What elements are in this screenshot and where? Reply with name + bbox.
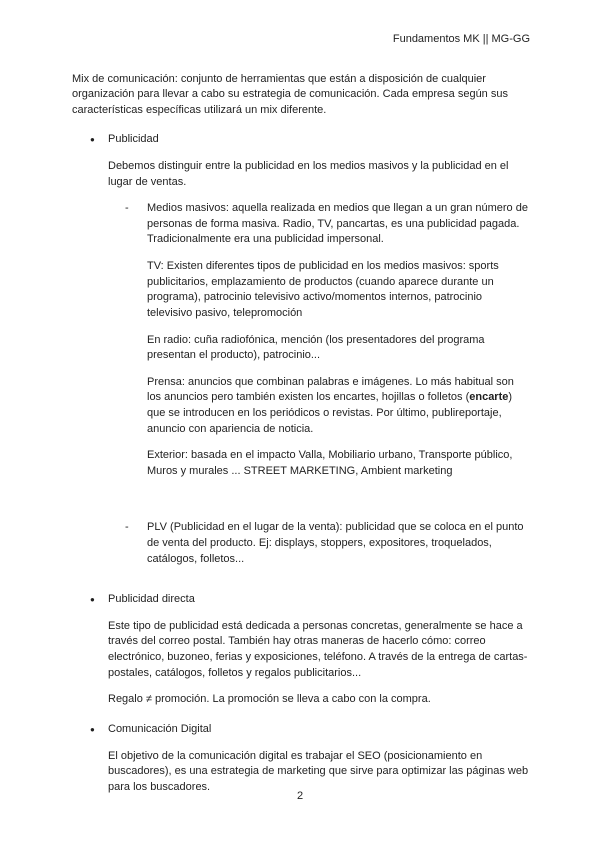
paragraph-comunicacion-digital: El objetivo de la comunicación digital es trabajar el SEO (posicionamiento en buscadores), es una estrategia de marketing que sirve para optimizar las páginas web para los buscadores.: [108, 749, 529, 793]
bullet-item-comunicacion-digital: [90, 722, 530, 738]
dash-icon: -: [125, 521, 129, 534]
bullet-label-publicidad: Publicidad: [108, 133, 159, 146]
paragraph-exterior: Exterior: basada en el impacto Valla, Mobiliario urbano, Transporte público, Muros y murales ... STREET MARKETING, Ambient marketing: [147, 449, 513, 477]
sub-body-medios-masivos: [147, 201, 530, 490]
document-header: [72, 32, 530, 48]
paragraph-radio: En radio: cuña radiofónica, mención (los presentadores del programa presentan el producto), patrocinio...: [147, 333, 485, 362]
bullet-label-publicidad-directa: Publicidad directa: [108, 593, 195, 606]
sub-item-medios-masivos: [125, 201, 530, 490]
dash-icon: -: [125, 202, 129, 215]
bullet-icon: ●: [90, 724, 95, 734]
paragraph-publicidad-directa: Este tipo de publicidad está dedicada a personas concretas, generalmente se hace a través del correo postal. También hay otras maneras de hacerlo cómo: correo electrónico, buzoneo, ferias y exposiciones, teléfono. A través de la entrega de cartas-postales, catálogos, folletos y regalos publicitarios...: [108, 619, 528, 679]
paragraph-prensa: [147, 375, 530, 437]
paragraph-prensa-bold: encarte: [469, 391, 509, 404]
section-body-publicidad: [108, 159, 530, 578]
bullet-icon: ●: [90, 135, 95, 145]
sub-item-plv: [125, 520, 530, 578]
section-body-publicidad-directa: [108, 619, 530, 708]
paragraph-publicidad-intro: Debemos distinguir entre la publicidad en los medios masivos y la publicidad en el lugar de ventas.: [108, 160, 509, 188]
paragraph-tv: TV: Existen diferentes tipos de publicidad en los medios masivos: sports publicitarios, emplazamiento de productos (cuando aparece durante un programa), patrocinio televisivo activo/momentos internos, patrocinio televisivo pasivo, telepromoción: [147, 260, 499, 319]
bullet-item-publicidad-directa: [90, 592, 530, 608]
sub-item-text-medios-masivos: Medios masivos: aquella realizada en medios que llegan a un gran número de personas de forma masiva. Radio, TV, pancartas, es una publicidad pagada. Tradicionalmente era una publicidad impersonal.: [147, 202, 528, 246]
bullet-label-comunicacion-digital: Comunicación Digital: [108, 722, 212, 735]
sub-item-text-plv: PLV (Publicidad en el lugar de la venta): publicidad que se coloca en el punto de venta del producto. Ej: displays, stoppers, expositores, troquelados, catálogos, folletos...: [147, 521, 524, 565]
paragraph-prensa-pre: Prensa: anuncios que combinan palabras e imágenes. Lo más habitual son los anuncios pero también existen los encartes, hojillas o folletos (: [147, 375, 514, 404]
bullet-item-publicidad: [90, 132, 530, 148]
page-number: 2: [296, 790, 304, 803]
intro-paragraph: Mix de comunicación: conjunto de herramientas que están a disposición de cualquier organización para llevar a cabo su estrategia de comunicación. Cada empresa según sus características específicas utilizará un mix diferente.: [72, 72, 508, 116]
course-title: Fundamentos MK || MG-GG: [392, 33, 530, 45]
section-body-comunicacion-digital: [108, 749, 530, 796]
paragraph-regalo: Regalo ≠ promoción. La promoción se lleva a cabo con la compra.: [108, 693, 431, 706]
sub-body-plv: [147, 520, 530, 578]
paragraph-prensa-post: ) que se introducen en los periódicos o revistas. Por último, publireportaje, anuncio con apariencia de noticia.: [147, 391, 513, 435]
bullet-icon: ●: [90, 595, 95, 605]
